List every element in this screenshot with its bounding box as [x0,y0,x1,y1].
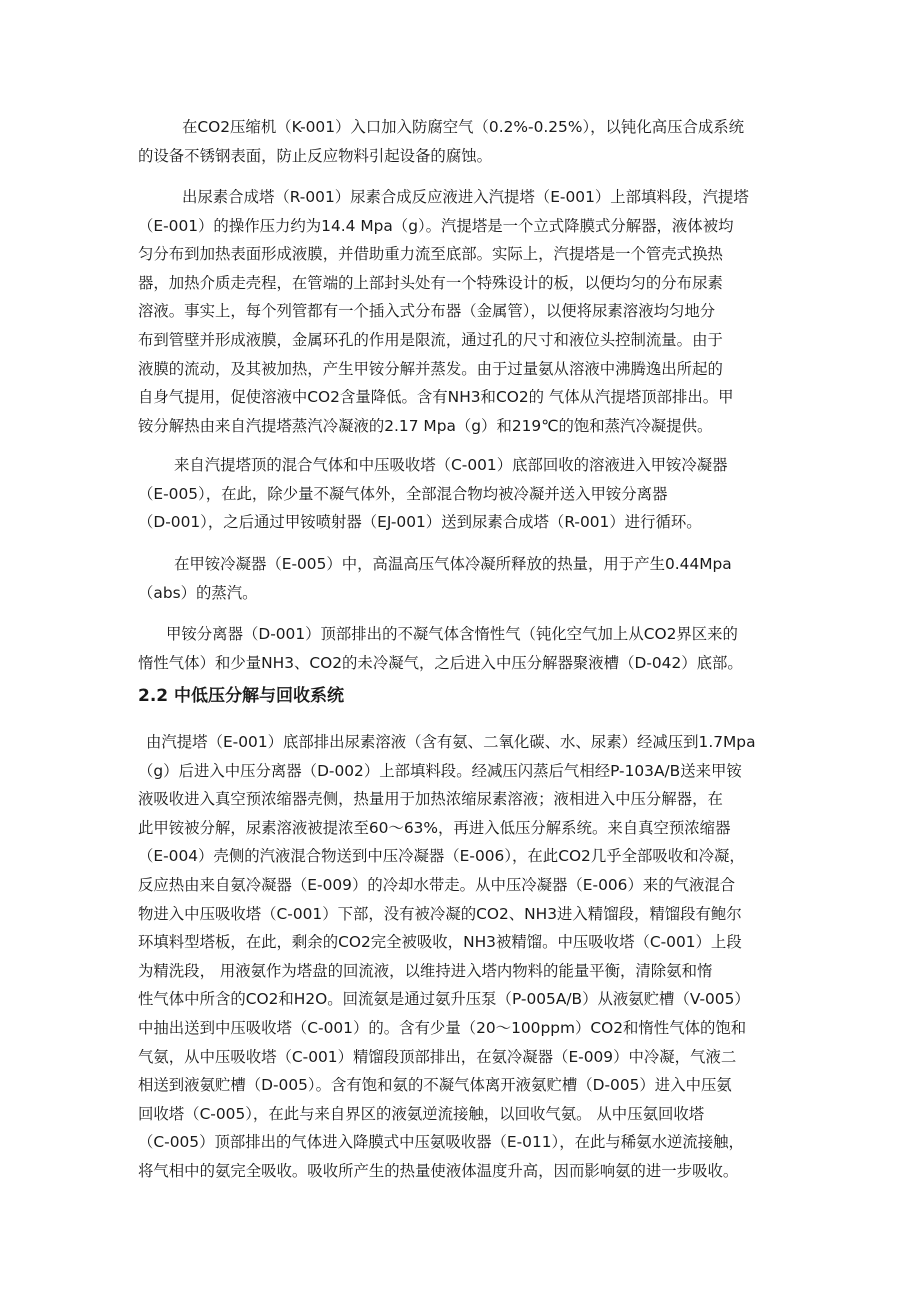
paragraph-1 [138,113,798,170]
text-line: 回收塔（C-005），在此与来自界区的液氨逆流接触，以回收气氨。 从中压氨回收塔 [138,1104,705,1123]
paragraph-4 [138,550,798,607]
text-line: （E-001）的操作压力约为14.4 Mpa（g）。汽提塔是一个立式降膜式分解器，液体被均 [138,216,734,235]
text-line: （E-004）壳侧的汽液混合物送到中压冷凝器（E-006），在此CO2几乎全部吸收和冷凝， [138,847,745,866]
text-line: 由汽提塔（E-001）底部排出尿素溶液（含有氨、二氧化碳、水、尿素）经减压到1.7Mpa [146,733,756,751]
text-line: 在CO2压缩机（K-001）入口加入防腐空气（0.2%-0.25%），以钝化高压合成系统 [182,118,745,136]
text-line: 中抽出送到中压吸收塔（C-001）的。含有少量（20～100ppm）CO2和惰性气体的饱和 [138,1018,747,1037]
text-line: 将气相中的氨完全吸收。吸收所产生的热量使液体温度升高，因而影响氨的进一步吸收。 [138,1161,739,1180]
text-line: 环填料型塔板，在此，剩余的CO2完全被吸收，NH3被精馏。中压吸收塔（C-001）上段 [138,933,742,952]
section-paragraph [138,728,798,1186]
text-line: （abs）的蒸汽。 [138,583,258,602]
text-line: 为精洗段， 用液氨作为塔盘的回流液，以维持进入塔内物料的能量平衡，清除氨和惰 [138,961,713,980]
paragraph-5 [138,620,798,677]
text-line: 性气体中所含的CO2和H2O。回流氨是通过氨升压泵（P-005A/B）从液氨贮槽（V-005） [138,990,750,1009]
text-line: 器，加热介质走壳程，在管端的上部封头处有一个特殊设计的板，以便均匀的分布尿素 [138,273,723,292]
text-line: （C-005）顶部排出的气体进入降膜式中压氨吸收器（E-011），在此与稀氨水逆流接触， [138,1133,744,1152]
text-line: 匀分布到加热表面形成液膜，并借助重力流至底部。实际上，汽提塔是一个管壳式换热 [138,245,723,264]
text-line: 反应热由来自氨冷凝器（E-009）的冷却水带走。从中压冷凝器（E-006）来的气液混合 [138,875,736,894]
text-line: （E-005），在此，除少量不凝气体外，全部混合物均被冷凝并送入甲铵分离器 [138,484,668,503]
text-line: 甲铵分离器（D-001）顶部排出的不凝气体含惰性气（钝化空气加上从CO2界区来的 [166,625,738,643]
text-line: 自身气提用，促使溶液中CO2含量降低。含有NH3和CO2的 气体从汽提塔顶部排出。甲 [138,388,734,407]
text-line: 液吸收进入真空预浓缩器壳侧，热量用于加热浓缩尿素溶液；液相进入中压分解器，在 [138,790,723,809]
paragraph-3 [138,451,798,537]
text-line: （g）后进入中压分离器（D-002）上部填料段。经减压闪蒸后气相经P-103A/B送来甲铵 [138,761,742,780]
text-line: 惰性气体）和少量NH3、CO2的未冷凝气，之后进入中压分解器聚液槽（D-042）底部。 [138,653,743,672]
text-line: 相送到液氨贮槽（D-005）。含有饱和氨的不凝气体离开液氨贮槽（D-005）进入中压氨 [138,1076,732,1095]
text-line: 气氨，从中压吸收塔（C-001）精馏段顶部排出，在氨冷凝器（E-009）中冷凝，气液二 [138,1047,737,1066]
text-line: 布到管壁并形成液膜，金属环孔的作用是限流，通过孔的尺寸和液位头控制流量。由于 [138,330,723,349]
text-line: 此甲铵被分解，尿素溶液被提浓至60～63%，再进入低压分解系统。来自真空预浓缩器 [138,818,731,837]
text-line: 在甲铵冷凝器（E-005）中，高温高压气体冷凝所释放的热量，用于产生0.44Mpa [174,555,732,573]
text-line: 液膜的流动，及其被加热，产生甲铵分解并蒸发。由于过量氨从溶液中沸腾逸出所起的 [138,359,723,378]
text-line: 溶液。事实上，每个列管都有一个插入式分布器（金属管），以便将尿素溶液均匀地分 [138,302,716,321]
text-line: （D-001），之后通过甲铵喷射器（EJ-001）送到尿素合成塔（R-001）进行循环。 [138,513,702,532]
text-line: 铵分解热由来自汽提塔蒸汽冷凝液的2.17 Mpa（g）和219℃的饱和蒸汽冷凝提供。 [138,416,713,435]
paragraph-2 [138,183,798,440]
text-line: 物进入中压吸收塔（C-001）下部，没有被冷凝的CO2、NH3进入精馏段，精馏段有鲍尔 [138,904,742,923]
text-line: 出尿素合成塔（R-001）尿素合成反应液进入汽提塔（E-001）上部填料段，汽提塔 [182,188,749,206]
text-line: 的设备不锈钢表面，防止反应物料引起设备的腐蚀。 [138,146,492,165]
text-line: 来自汽提塔顶的混合气体和中压吸收塔（C-001）底部回收的溶液进入甲铵冷凝器 [174,456,728,474]
section-heading: 2.2 中低压分解与回收系统 [138,686,345,706]
